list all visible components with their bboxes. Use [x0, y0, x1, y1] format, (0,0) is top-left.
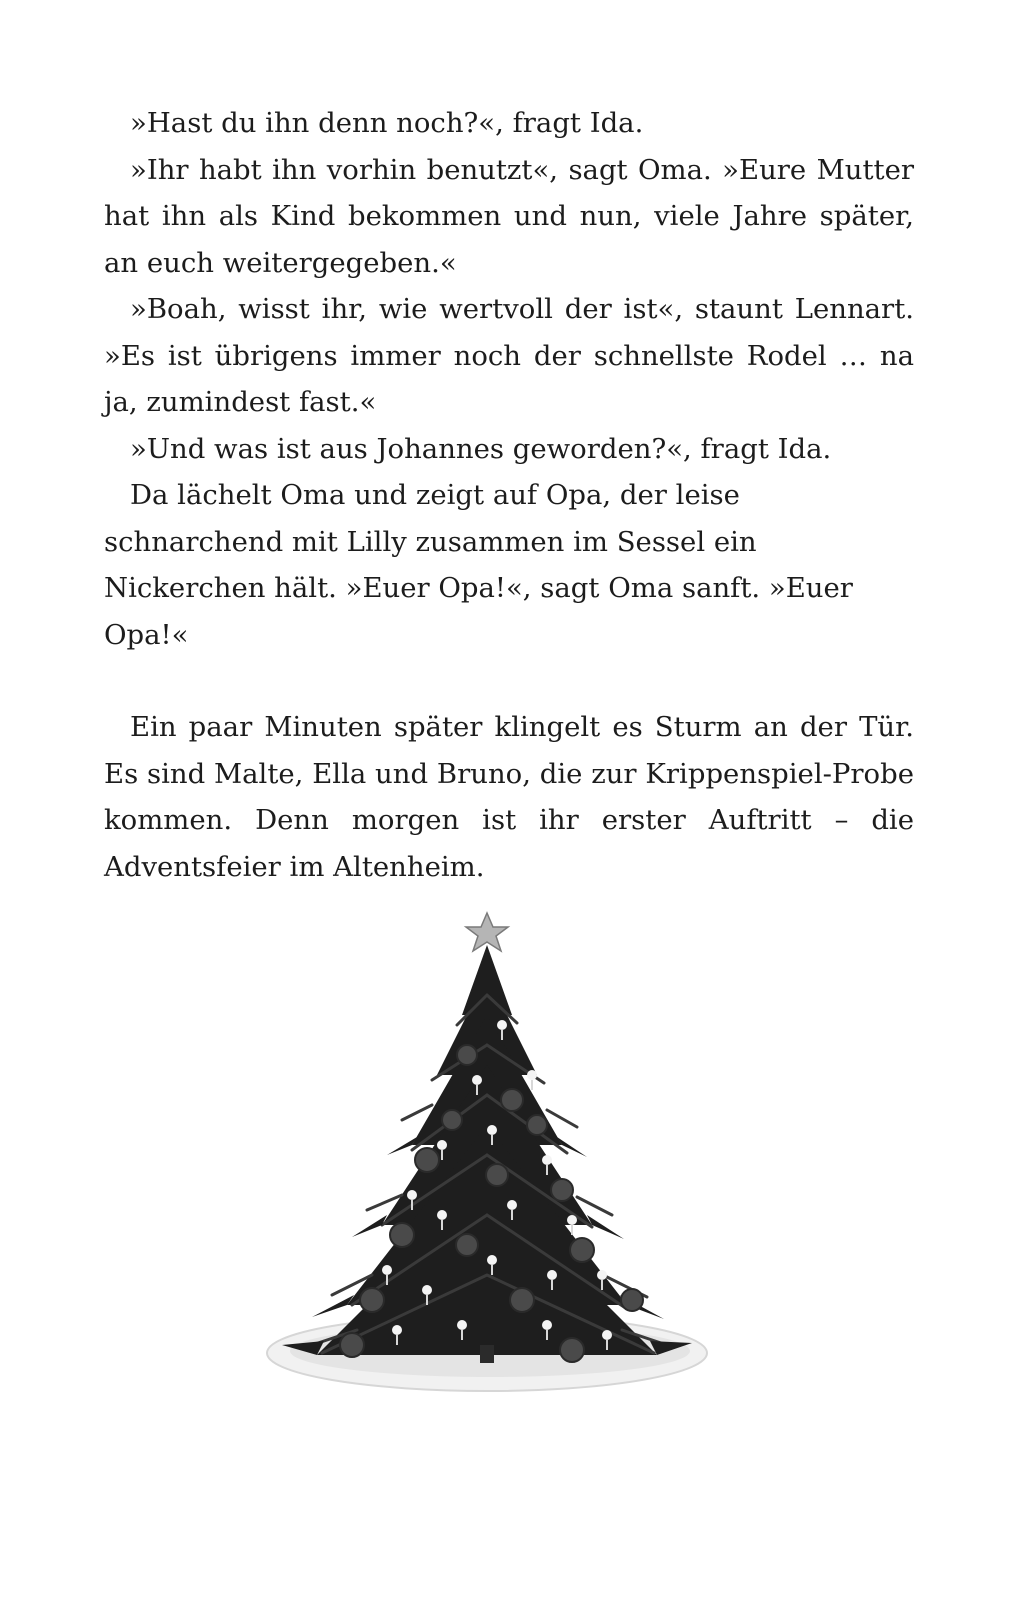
paragraph-5: Da lächelt Oma und zeigt auf Opa, der leise schnarchend mit Lilly zusammen im Sessel ein Nickerchen hält. »Euer Opa!«, sagt Oma sanft. »Euer Opa!«: [104, 479, 853, 651]
tree-trunk: [480, 1345, 494, 1363]
paragraph-2: »Ihr habt ihn vorhin benutzt«, sagt Oma. »Eure Mutter hat ihn als Kind bekommen und nun, viele Jahre später, an euch weitergegeben.«: [104, 153, 914, 279]
section-break: [104, 658, 914, 704]
paragraph-3: »Boah, wisst ihr, wie wertvoll der ist«, staunt Lennart. »Es ist übrigens immer noch der schnellste Rodel … na ja, zumindest fast.«: [104, 293, 914, 418]
christmas-tree-illustration: [262, 905, 712, 1405]
paragraph-1: »Hast du ihn denn noch?«, fragt Ida.: [130, 107, 644, 139]
paragraph-6: Ein paar Minuten später klingelt es Sturm an der Tür. Es sind Malte, Ella und Bruno, die zur Krippenspiel-Probe kommen. Denn morgen ist ihr erster Auftritt – die Adventsfeier im Altenheim.: [104, 711, 914, 883]
body-text: [104, 100, 914, 890]
christmas-tree-icon: [262, 905, 712, 1405]
paragraph-4: »Und was ist aus Johannes geworden?«, fragt Ida.: [130, 432, 832, 465]
